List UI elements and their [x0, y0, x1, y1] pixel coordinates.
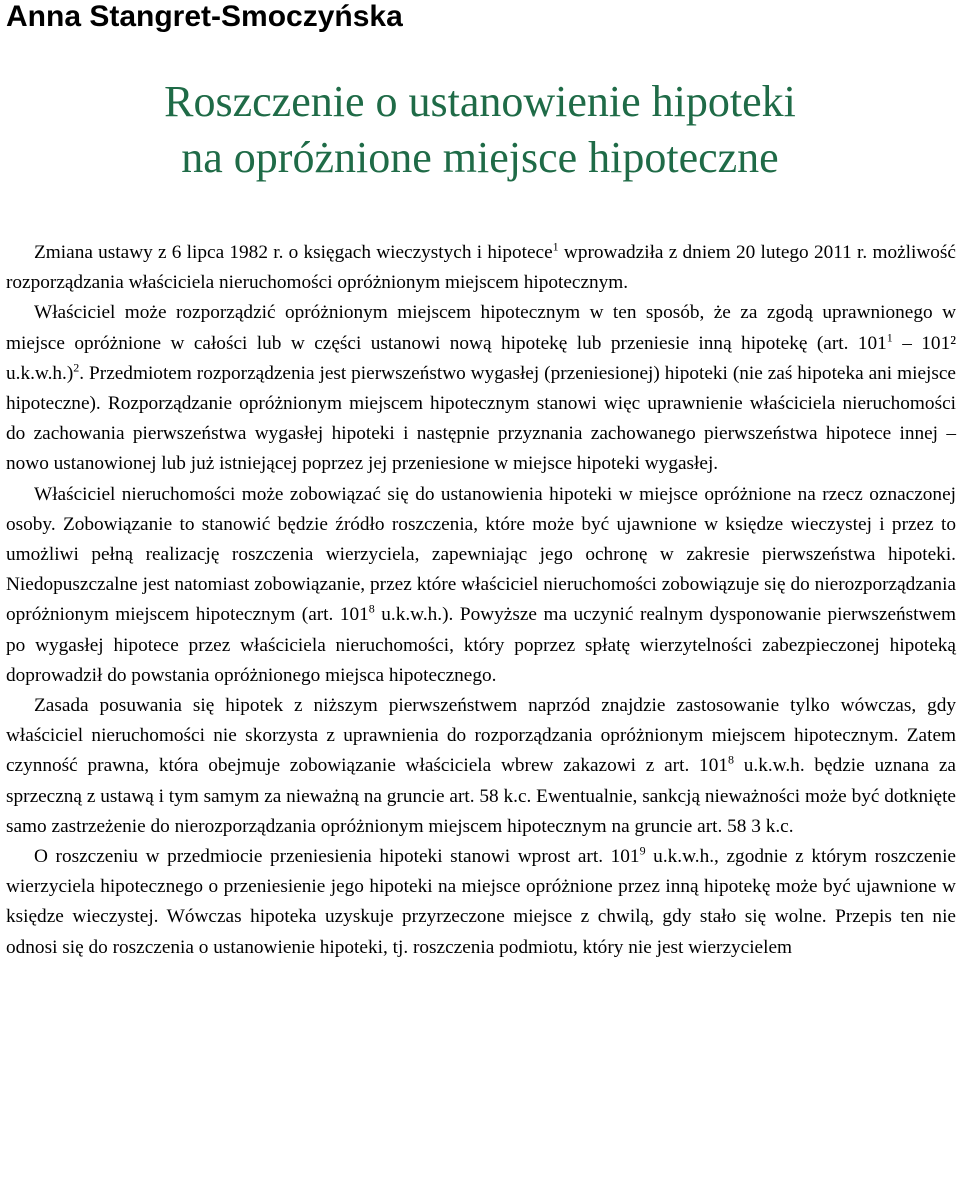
- author-name: Anna Stangret-Smoczyńska: [6, 0, 403, 33]
- paragraph-5: O roszczeniu w przedmiocie przeniesienia hipoteki stanowi wprost art. $101^9$ u.k.w.h., zgodnie z którym roszczenie wierzyciela hipotecznego o przeniesienie jego hipoteki na miejsce opróżnione przez inną hipotekę może być ujawnione w księdze wieczystej. Wówczas hipoteka uzyskuje przyrzeczone miejsce z chwilą, gdy stało się wolne. Przepis ten nie odnosi się do roszczenia o ustanowienie hipoteki, tj. roszczenia podmiotu, który nie jest wierzycielem: [6, 843, 956, 958]
- paragraph-3: Właściciel nieruchomości może zobowiązać się do ustanowienia hipoteki w miejsce opróżnione na rzecz oznaczonej osoby. Zobowiązanie to stanowić będzie źródło roszczenia, które może być ujawnione w księdze wieczystej i przez to umożliwi pełną realizację roszczenia wierzyciela, zapewniając jego ochronę w zakresie pierwszeństwa hipoteki. Niedopuszczalne jest natomiast zobowiązanie, przez które właściciel nieruchomości zobowiązuje się do nierozporządzania opróżnionym miejscem hipotecznym (art. $101^8$ u.k.w.h.). Powyższe ma uczynić realnym dysponowanie pierwszeństwem po wygasłej hipotece przez właściciela nieruchomości, który poprzez spłatę wierzytelności zabezpieczonej hipoteką doprowadził do powstania opróżnionego miejsca hipotecznego.: [6, 483, 956, 686]
- article-body: [6, 238, 956, 963]
- paragraph-1: Zmiana ustawy z 6 lipca 1982 r. o księgach wieczystych i hipotece$^1$ wprowadziła z dniem 20 lutego 2011 r. możliwość rozporządzania właściciela nieruchomości opróżnionym miejscem hipotecznym.: [6, 239, 956, 294]
- footnote-ref-1: 1: [552, 239, 559, 254]
- paragraph-2: Właściciel może rozporządzić opróżnionym miejscem hipotecznym w ten sposób, że za zgodą uprawnionego w miejsce opróżnione w całości lub w części ustanowi nową hipotekę lub przeniesie inną hipotekę (art. $101^1 - 101^2$ u.k.w.h.)$^2$. Przedmiotem rozporządzenia jest pierwszeństwo wygasłej (przeniesionej) hipoteki (nie zaś hipoteka ani miejsce hipoteczne). Rozporządzanie opróżnionym miejscem hipotecznym stanowi więc uprawnienie właściciela nieruchomości do zachowania pierwszeństwa wygasłej hipoteki i następnie przyznania zachowanego pierwszeństwa hipotece innej – nowo ustanowionej lub już istniejącej poprzez jej przeniesione w miejsce hipoteki wygasłej.: [6, 302, 956, 475]
- paragraph-4: Zasada posuwania się hipotek z niższym pierwszeństwem naprzód znajdzie zastosowanie tylko wówczas, gdy właściciel nieruchomości nie skorzysta z uprawnienia do rozporządzania opróżnionym miejscem hipotecznym. Zatem czynność prawna, która obejmuje zobowiązanie właściciela wbrew zakazowi z art. $101^8$ u.k.w.h. będzie uznana za sprzeczną z ustawą i tym samym za nieważną na gruncie art. 58 k.c. Ewentualnie, sankcją nieważności może być dotknięte samo zastrzeżenie do nierozporządzania opróżnionym miejscem hipotecznym na gruncie art. 58 3 k.c.: [6, 695, 956, 837]
- title-line-2: na opróżnione miejsce hipoteczne: [181, 133, 779, 182]
- title-line-1: Roszczenie o ustanowienie hipoteki: [164, 77, 796, 126]
- footnote-ref-2: 2: [73, 360, 80, 375]
